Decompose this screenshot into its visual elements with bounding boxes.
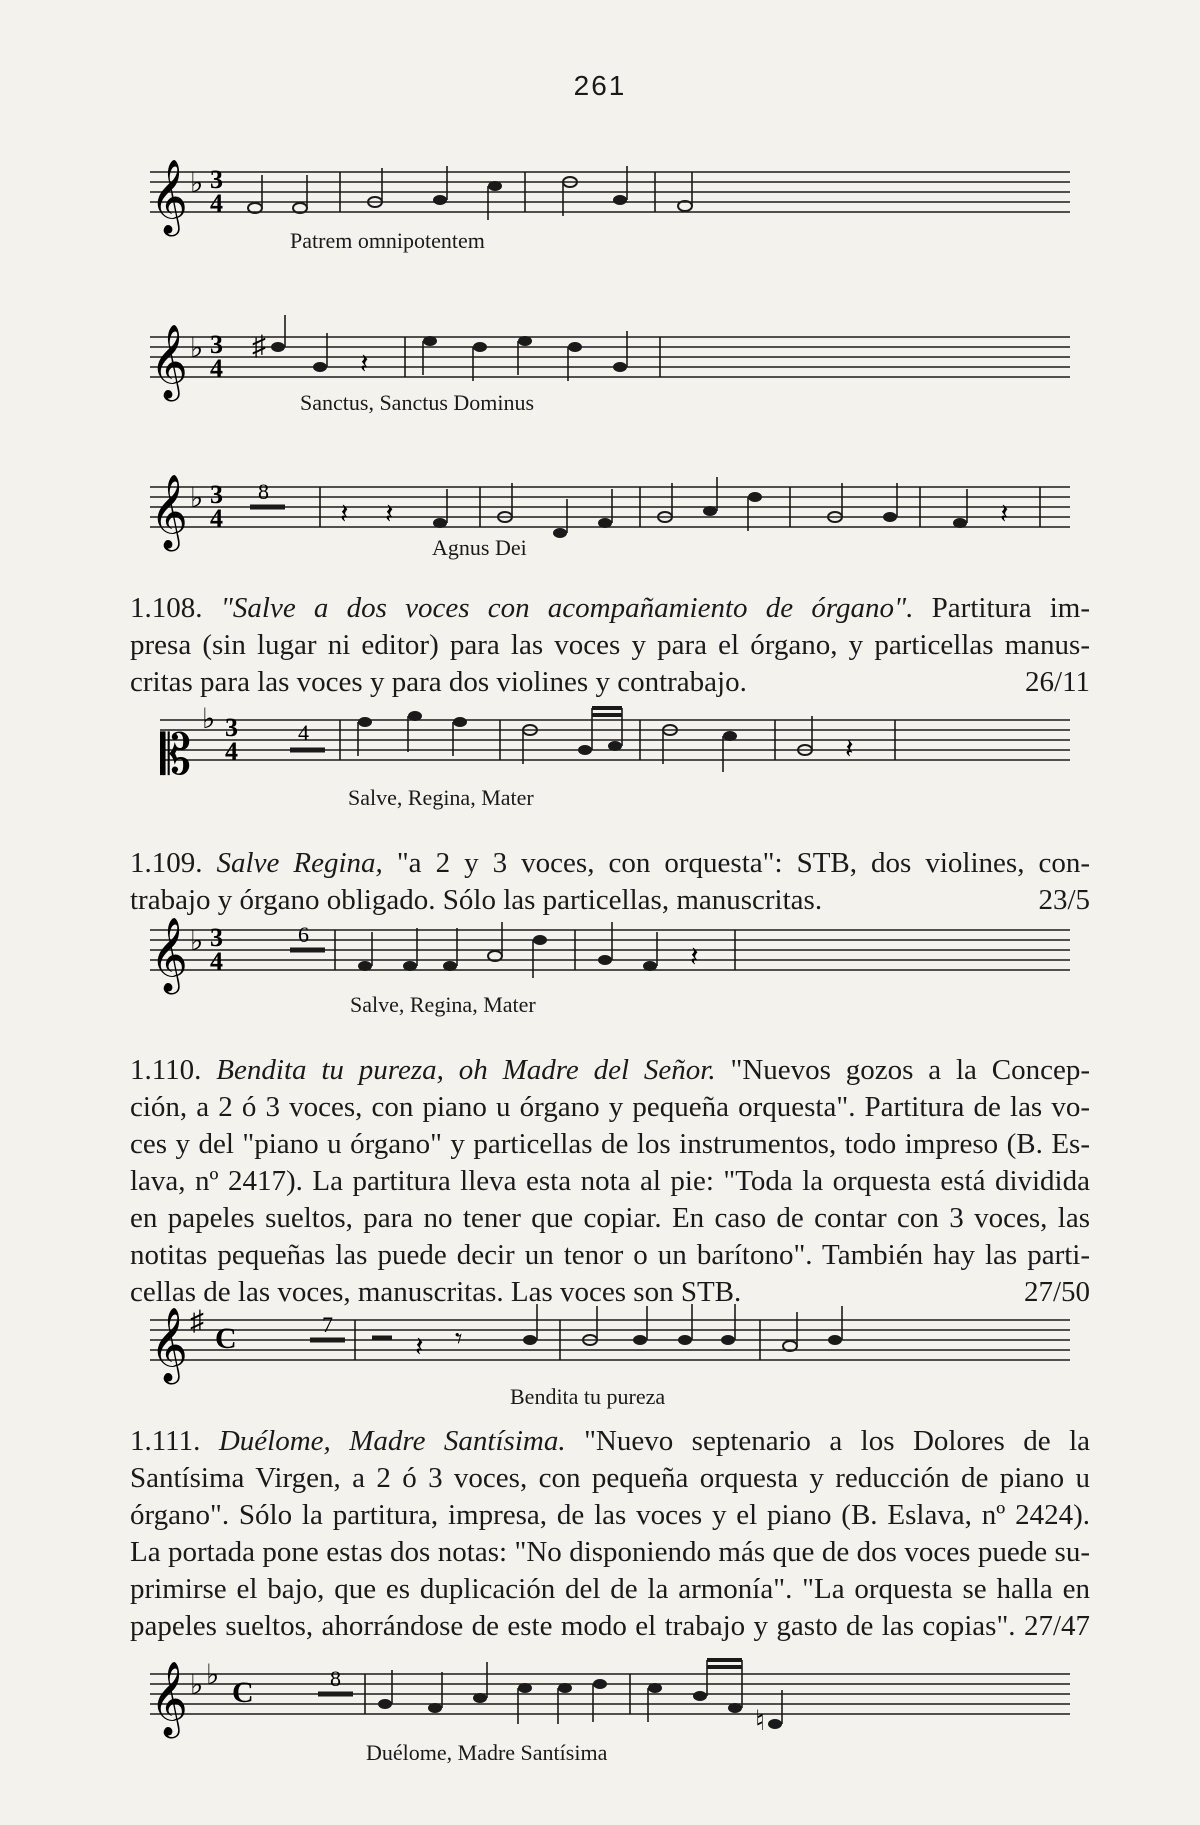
treble-clef-icon: 𝄞 xyxy=(150,919,188,990)
entry-number: 1.109. xyxy=(130,847,203,879)
multimeasure-rest-count: 8 xyxy=(330,1666,341,1691)
svg-text:4: 4 xyxy=(210,354,223,383)
entry-text-line: papeles sueltos, ahorrándose de este modo el trabajo y gasto de las copias". xyxy=(130,1610,1016,1642)
entry-reference: 27/47 xyxy=(1023,1610,1090,1642)
svg-text:3: 3 xyxy=(225,713,238,742)
treble-clef-icon: 𝄞 xyxy=(150,1309,188,1380)
entry-title: Duélome, Madre Santísima. xyxy=(218,1425,566,1457)
incipit-caption: Duélome, Madre Santísima xyxy=(366,1740,608,1765)
entry-reference: 27/50 xyxy=(1023,1276,1090,1308)
music-incipit xyxy=(0,910,1200,1020)
incipit-caption: Patrem omnipotentem xyxy=(290,228,485,253)
svg-text:3: 3 xyxy=(210,480,223,509)
entry-text-line: Partitura im- xyxy=(931,592,1091,624)
catalog-entry xyxy=(130,845,1090,919)
entry-text-line: ción, a 2 ó 3 voces, con piano u órgano y pequeña orquesta". Partitura de las vo- xyxy=(130,1091,1090,1123)
svg-text:𝄽: 𝄽 xyxy=(845,734,854,765)
svg-text:♭: ♭ xyxy=(202,704,216,735)
multimeasure-rest-count: 4 xyxy=(298,720,309,745)
incipit-caption: Sanctus, Sanctus Dominus xyxy=(300,390,535,415)
incipit-caption: Agnus Dei xyxy=(432,535,527,560)
entry-title: Salve Regina, xyxy=(216,847,383,879)
entry-text-line: critas para las voces y para dos violines y contrabajo. xyxy=(130,666,747,698)
treble-clef-icon: 𝄞 xyxy=(150,1663,188,1734)
entry-text-line: cellas de las voces, manuscritas. Las voces son STB. xyxy=(130,1276,742,1308)
entry-text-line: "Nuevo septenario a los Dolores de la xyxy=(584,1425,1091,1457)
svg-text:♭: ♭ xyxy=(190,1670,204,1701)
entry-number: 1.108. xyxy=(130,592,203,624)
multimeasure-rest-count: 7 xyxy=(322,1312,333,1337)
svg-text:4: 4 xyxy=(210,189,223,218)
entry-text-line: presa (sin lugar ni editor) para las voces y para el órgano, y particellas manus- xyxy=(130,629,1090,661)
catalog-entry xyxy=(130,1052,1090,1311)
svg-text:♭: ♭ xyxy=(190,168,204,199)
staff-notation xyxy=(0,285,1200,425)
entry-text-line: "a 2 y 3 voces, con orquesta": STB, dos violines, con- xyxy=(396,847,1091,879)
svg-text:3: 3 xyxy=(210,923,223,952)
multimeasure-rest-count: 6 xyxy=(298,922,309,947)
music-incipit xyxy=(0,1652,1200,1772)
music-incipit xyxy=(0,285,1200,425)
treble-clef-icon: 𝄞 xyxy=(150,161,188,232)
staff-notation xyxy=(0,910,1200,1020)
page-number: 261 xyxy=(573,70,627,101)
svg-text:♭: ♭ xyxy=(190,483,204,514)
incipit-caption: Salve, Regina, Mater xyxy=(348,785,534,810)
entry-title: Bendita tu pureza, oh Madre del Señor. xyxy=(216,1054,716,1086)
catalog-entry xyxy=(130,590,1090,701)
multimeasure-rest-count: 8 xyxy=(258,479,269,504)
entry-text-line: notitas pequeñas las puede decir un tenor o un barítono". También hay las parti- xyxy=(130,1239,1090,1271)
svg-text:3: 3 xyxy=(210,165,223,194)
entry-text-line: "Nuevos gozos a la Concep- xyxy=(730,1054,1091,1086)
music-incipit xyxy=(0,150,1200,260)
staff-notation xyxy=(0,435,1200,565)
svg-text:♯: ♯ xyxy=(190,1306,204,1337)
svg-text:♭: ♭ xyxy=(206,1660,220,1691)
svg-text:𝄽: 𝄽 xyxy=(415,1332,424,1363)
staff-notation xyxy=(0,150,1200,260)
svg-text:𝄽: 𝄽 xyxy=(385,499,394,530)
entry-text-line: en papeles sueltos, para no tener que copiar. En caso de contar con 3 voces, las xyxy=(130,1202,1090,1234)
entry-title: "Salve a dos voces con acompañamiento de órgano". xyxy=(220,592,914,624)
svg-text:♭: ♭ xyxy=(190,333,204,364)
incipit-caption: Bendita tu pureza xyxy=(510,1384,666,1409)
entry-text-line: Santísima Virgen, a 2 ó 3 voces, con pequeña orquesta y reducción de piano u xyxy=(130,1462,1090,1494)
entry-reference: 23/5 xyxy=(1038,884,1090,916)
svg-text:4: 4 xyxy=(210,947,223,976)
svg-text:4: 4 xyxy=(210,504,223,533)
treble-clef-icon: 𝄞 xyxy=(150,326,188,397)
entry-text-line: lava, nº 2417). La partitura lleva esta nota al pie: "Toda la orquesta está dividida xyxy=(130,1165,1090,1197)
svg-text:4: 4 xyxy=(225,737,238,766)
entry-number: 1.111. xyxy=(130,1425,201,1457)
svg-text:♮: ♮ xyxy=(755,1706,766,1737)
staff-notation xyxy=(0,700,1200,820)
treble-clef-icon: 𝄞 xyxy=(150,476,188,547)
entry-text-line: primirse el bajo, que es duplicación del de la armonía". "La orquesta se halla en xyxy=(130,1573,1090,1605)
svg-text:𝄾: 𝄾 xyxy=(455,1324,463,1355)
music-incipit xyxy=(0,1300,1200,1410)
entry-text-line: ces y del "piano u órgano" y particellas de los instrumentos, todo impreso (B. Es- xyxy=(130,1128,1090,1160)
svg-text:♯: ♯ xyxy=(252,331,266,362)
catalog-entry xyxy=(130,1423,1090,1645)
music-incipit xyxy=(0,700,1200,820)
svg-text:♭: ♭ xyxy=(190,926,204,957)
entry-number: 1.110. xyxy=(130,1054,202,1086)
entry-text-line: La portada pone estas dos notas: "No disponiendo más que de dos voces puede su- xyxy=(130,1536,1090,1568)
entry-text-line: órgano". Sólo la partitura, impresa, de las voces y el piano (B. Eslava, nº 2424). xyxy=(130,1499,1090,1531)
c-clef-icon: 𝄡 xyxy=(160,725,192,787)
svg-text:𝄽: 𝄽 xyxy=(1000,499,1009,530)
svg-text:C: C xyxy=(215,1322,237,1355)
incipit-caption: Salve, Regina, Mater xyxy=(350,992,536,1017)
svg-text:C: C xyxy=(232,1676,254,1709)
svg-text:𝄽: 𝄽 xyxy=(340,499,349,530)
entry-text-line: trabajo y órgano obligado. Sólo las particellas, manuscritas. xyxy=(130,884,823,916)
svg-text:𝄽: 𝄽 xyxy=(690,942,699,973)
svg-text:3: 3 xyxy=(210,330,223,359)
svg-text:𝄽: 𝄽 xyxy=(360,349,369,380)
music-incipit xyxy=(0,435,1200,565)
entry-reference: 26/11 xyxy=(1025,666,1090,698)
